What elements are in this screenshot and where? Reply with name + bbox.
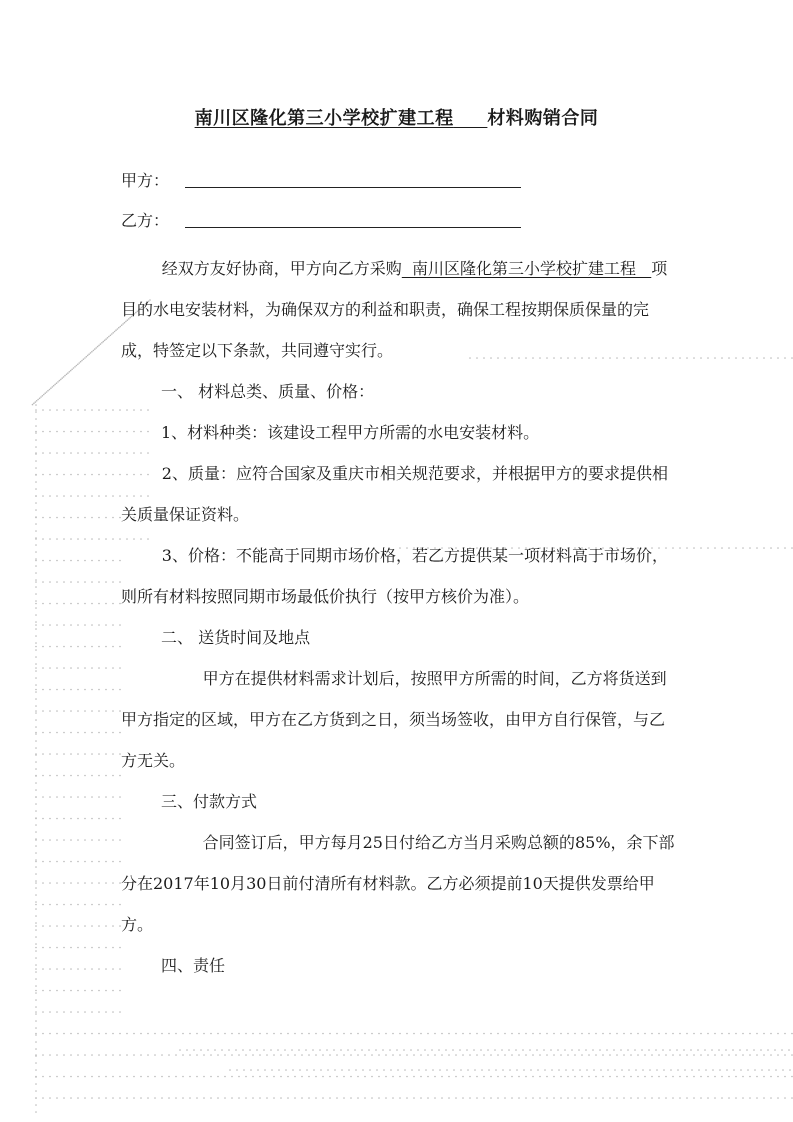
party-b-label: 乙方： (121, 211, 170, 230)
page-title (0, 104, 793, 130)
title-blank (454, 108, 488, 129)
section-3-text: 合同签订后，甲方每月25日付给乙方当月采购总额的85%，余下部分在2017年10月30日前付清所有材料款。乙方必须提前10天提供发票给甲方。 (121, 833, 675, 934)
party-b-row (121, 210, 169, 232)
section-1-item-2: 2、质量：应符合国家及重庆市相关规范要求，并根据甲方的要求提供相关质量保证资料。 (121, 464, 668, 524)
party-a-row (121, 170, 169, 192)
section-3-heading: 三、付款方式 (161, 792, 258, 811)
title-project: 南川区隆化第三小学校扩建工程 (194, 108, 454, 129)
intro-paragraph: 经双方友好协商，甲方向乙方采购 南川区隆化第三小学校扩建工程 项目的水电安装材料，为确保双方的利益和职责，确保工程按期保质保量的完成，特签定以下条款，共同遵守实行。 (121, 259, 668, 360)
contract-body (121, 248, 677, 986)
party-a-label: 甲方： (121, 171, 170, 190)
section-1-heading: 一、 材料总类、质量、价格： (161, 382, 375, 401)
party-a-blank (185, 187, 521, 188)
section-1-item-3: 3、价格：不能高于同期市场价格，若乙方提供某一项材料高于市场价，则所有材料按照同期市场最低价执行（按甲方核价为准）。 (121, 546, 668, 606)
party-b-blank (185, 227, 521, 228)
intro-project: 南川区隆化第三小学校扩建工程 (411, 259, 636, 278)
section-1-item-1: 1、材料种类：该建设工程甲方所需的水电安装材料。 (161, 423, 540, 442)
title-suffix: 材料购销合同 (487, 108, 599, 129)
section-2-text: 甲方在提供材料需求计划后，按照甲方所需的时间，乙方将货送到甲方指定的区域，甲方在乙方货到之日，须当场签收，由甲方自行保管，与乙方无关。 (121, 669, 667, 770)
section-4-heading: 四、责任 (161, 956, 226, 975)
section-2-heading: 二、 送货时间及地点 (161, 628, 311, 647)
